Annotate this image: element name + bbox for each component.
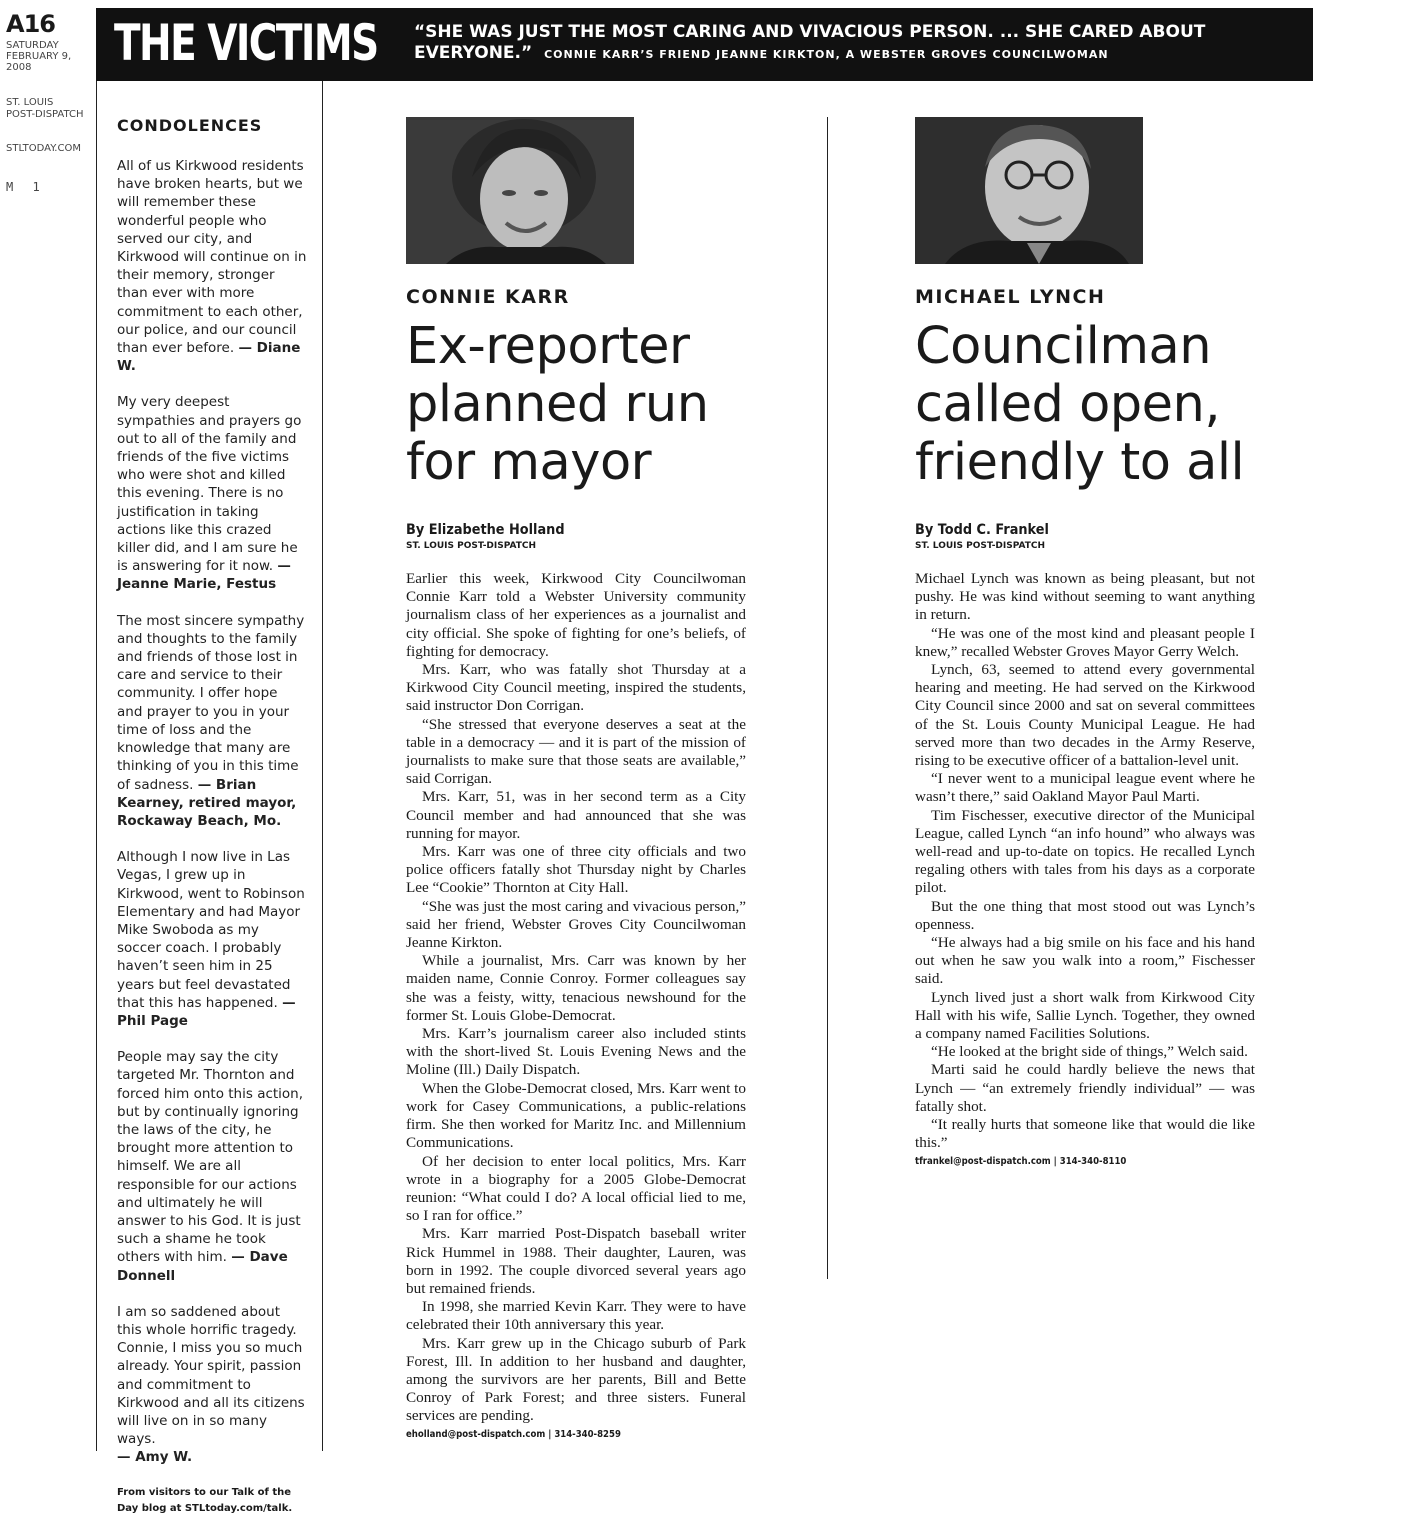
article-paragraph: Mrs. Karr married Post-Dispatch baseball writer Rick Hummel in 1988. Their daughter, Lauren, was born in 1992. The couple divorced several years ago but remained friends. (406, 1225, 746, 1297)
article-byline: By Todd C. Frankel (915, 522, 1049, 538)
letter-text: People may say the city targeted Mr. Thornton and forced him onto this action, but by continually ignoring the laws of the city, he brought more attention to himself. We are all responsible for our actions and ultimately he will answer to his God. It is just such a shame he took others with him. (117, 1049, 304, 1266)
connie-karr-photo (406, 117, 634, 264)
banner-quote-text: “SHE WAS JUST THE MOST CARING AND VIVACIOUS PERSON. ... SHE CARED ABOUT EVERYONE.” (414, 22, 1206, 63)
condolence-letter (117, 393, 307, 593)
article-paragraph: “She stressed that everyone deserves a seat at the table in a democracy — and it is part of the mission of journalists to make sure that those seats are available,” said Corrigan. (406, 715, 746, 788)
condolence-letter (117, 612, 307, 830)
letter-author: — Amy W. (117, 1449, 193, 1466)
left-column-rule (96, 81, 97, 1451)
article-paragraph: When the Globe-Democrat closed, Mrs. Karr went to work for Casey Communications, a public-relations firm. She then worked for Maritz Inc. and Millennium Communications. (406, 1079, 746, 1152)
article-paragraph: “He looked at the bright side of things,” Welch said. (931, 1043, 1248, 1061)
article-paragraph: Michael Lynch was known as being pleasant, but not pushy. He was kind without seeming to want anything in return. (915, 570, 1255, 624)
article-paragraph: Lynch lived just a short walk from Kirkwood City Hall with his wife, Sallie Lynch. Together, they owned a company named Facilities Solutions. (915, 988, 1255, 1043)
article-paragraph: While a journalist, Mrs. Carr was known by her maiden name, Connie Conroy. Former colleagues say she was a feisty, witty, tenacious newshound for the former St. Louis Globe-Democrat. (406, 952, 746, 1024)
article-outlet: ST. LOUIS POST-DISPATCH (915, 541, 1046, 551)
section-banner (96, 8, 1313, 81)
banner-quote (414, 22, 1294, 65)
publication-line-2: POST-DISPATCH (6, 109, 84, 120)
folio-date: FEBRUARY 9, (6, 51, 72, 62)
article-paragraph: “He was one of the most kind and pleasant people I knew,” recalled Webster Groves Mayor Gerry Welch. (915, 624, 1255, 660)
article-paragraph: “It really hurts that someone like that would die like this.” (915, 1116, 1255, 1152)
letter-author: — Jeanne Marie, Festus (117, 558, 291, 593)
article-headline: Councilman called open, friendly to all (915, 317, 1245, 492)
letter-author: — Dave Donnell (117, 1249, 288, 1284)
article-paragraph: But the one thing that most stood out was Lynch’s openness. (915, 897, 1255, 933)
letter-text: Although I now live in Las Vegas, I grew up in Kirkwood, went to Robinson Elementary and had Mayor Mike Swoboda as my soccer coach. I probably haven’t seen him in 25 years but feel devastated that this has happened. (117, 849, 305, 1011)
condolences-column (117, 116, 307, 1517)
letter-text: I am so saddened about this whole horrific tragedy. Connie, I miss you so much already. Your spirit, passion and commitment to Kirkwood and all its citizens will live on in so many ways. (117, 1303, 305, 1448)
article-paragraph: Mrs. Karr, 51, was in her second term as a City Council member and had announced that she was running for mayor. (406, 788, 746, 842)
article-paragraph: Of her decision to enter local politics, Mrs. Karr wrote in a biography for a 2005 Globe-Democrat reunion: “What could I do? A local official lied to me, so I ran for office.” (406, 1152, 746, 1225)
letter-author: — Brian Kearney, retired mayor, Rockaway Beach, Mo. (117, 776, 297, 829)
portrait-woman-icon (406, 117, 634, 264)
article-byline: By Elizabethe Holland (406, 522, 565, 538)
article-contact: tfrankel@post-dispatch.com | 314-340-8110 (915, 1155, 1127, 1167)
edition-code: M 1 (6, 180, 46, 194)
article-paragraph: Tim Fischesser, executive director of the Municipal League, called Lynch “an info hound” who always was well-read and up-to-date on topics. He recalled Lynch regaling others with tales from his days as a corporate pilot. (915, 806, 1255, 897)
article-paragraph: “I never went to a municipal league event where he wasn’t there,” said Oakland Mayor Paul Marti. (915, 770, 1255, 806)
article-body (915, 570, 1255, 1153)
folio (6, 10, 86, 194)
article-headline: Ex-reporter planned run for mayor (406, 317, 709, 492)
article-kicker: CONNIE KARR (406, 286, 570, 308)
article-michael-lynch (915, 117, 1255, 1167)
letter-text: All of us Kirkwood residents have broken hearts, but we will remember these wonderful people who served our city, and Kirkwood will continue on in their memory, stronger than ever with more commitment to each other, our police, and our council than ever before. (117, 158, 307, 357)
condolence-letter (117, 1048, 307, 1285)
article-body (406, 570, 746, 1426)
website: STLTODAY.COM (6, 143, 81, 154)
page-number: A16 (6, 10, 55, 38)
article-paragraph: Earlier this week, Kirkwood City Councilwoman Connie Karr told a Webster University community journalism class of her experiences as a journalist and city official. She spoke of fighting for one’s beliefs, of fighting for democracy. (406, 570, 746, 660)
publication-line-1: ST. LOUIS (6, 97, 54, 108)
condolence-letter (117, 848, 307, 1030)
article-paragraph: Mrs. Karr’s journalism career also included stints with the short-lived St. Louis Evening News and the Moline (Ill.) Daily Dispatch. (406, 1025, 746, 1079)
folio-year: 2008 (6, 62, 32, 73)
article-paragraph: In 1998, she married Kevin Karr. They were to have celebrated their 10th anniversary this year. (406, 1298, 746, 1334)
banner-quote-attribution: CONNIE KARR’S FRIEND JEANNE KIRKTON, A WEBSTER GROVES COUNCILWOMAN (544, 48, 1109, 61)
article-paragraph: Lynch, 63, seemed to attend every governmental hearing and meeting. He had served on the Kirkwood City Council since 2000 and sat on several committees of the St. Louis County Municipal League. He had served more than two decades in the Army Reserve, rising to be executive officer of a battalion-level unit. (915, 661, 1255, 770)
article-paragraph: Mrs. Karr, who was fatally shot Thursday at a Kirkwood City Council meeting, inspired the students, said instructor Don Corrigan. (406, 661, 746, 715)
condolences-column-rule (322, 81, 323, 1451)
letter-author: — Diane W. (117, 340, 301, 375)
portrait-man-icon (915, 117, 1143, 264)
folio-day: SATURDAY (6, 40, 59, 51)
article-contact: eholland@post-dispatch.com | 314-340-8259 (406, 1428, 621, 1440)
letter-text: The most sincere sympathy and thoughts to the family and friends of those lost in care and service to their community. I offer hope and prayer to you in your time of loss and the knowledge that many are thinking of you in this time of sadness. (117, 612, 305, 793)
section-title: THE VICTIMS (114, 14, 378, 72)
article-paragraph: Marti said he could hardly believe the news that Lynch — “an extremely friendly individual” — was fatally shot. (915, 1061, 1255, 1115)
article-connie-karr (406, 117, 746, 1440)
article-paragraph: “She was just the most caring and vivacious person,” said her friend, Webster Groves City Councilwoman Jeanne Kirkton. (406, 897, 746, 952)
condolence-letter (117, 157, 307, 375)
condolences-title: CONDOLENCES (117, 116, 263, 135)
article-paragraph: Mrs. Karr grew up in the Chicago suburb of Park Forest, Ill. In addition to her husband and daughter, among the survivors are her parents, Bill and Bette Conroy of Park Forest; and three sisters. Funeral services are pending. (406, 1334, 746, 1425)
article-outlet: ST. LOUIS POST-DISPATCH (406, 541, 537, 551)
condolences-source: From visitors to our Talk of the Day blog at STLtoday.com/talk. (117, 1486, 293, 1514)
michael-lynch-photo (915, 117, 1143, 264)
article-kicker: MICHAEL LYNCH (915, 286, 1106, 308)
article-paragraph: “He always had a big smile on his face and his hand out when he saw you walk into a room,” Fischesser said. (915, 934, 1255, 988)
article-divider-rule (827, 117, 828, 1279)
article-paragraph: Mrs. Karr was one of three city officials and two police officers fatally shot Thursday night by Charles Lee “Cookie” Thornton at City Hall. (406, 843, 746, 897)
condolence-letter (117, 1303, 307, 1467)
letter-author: — Phil Page (117, 994, 296, 1029)
letter-text: My very deepest sympathies and prayers go out to all of the family and friends of the five victims who were shot and killed this evening. There is no justification in taking actions like this crazed killer did, and I am sure he is answering for it now. (117, 394, 302, 575)
